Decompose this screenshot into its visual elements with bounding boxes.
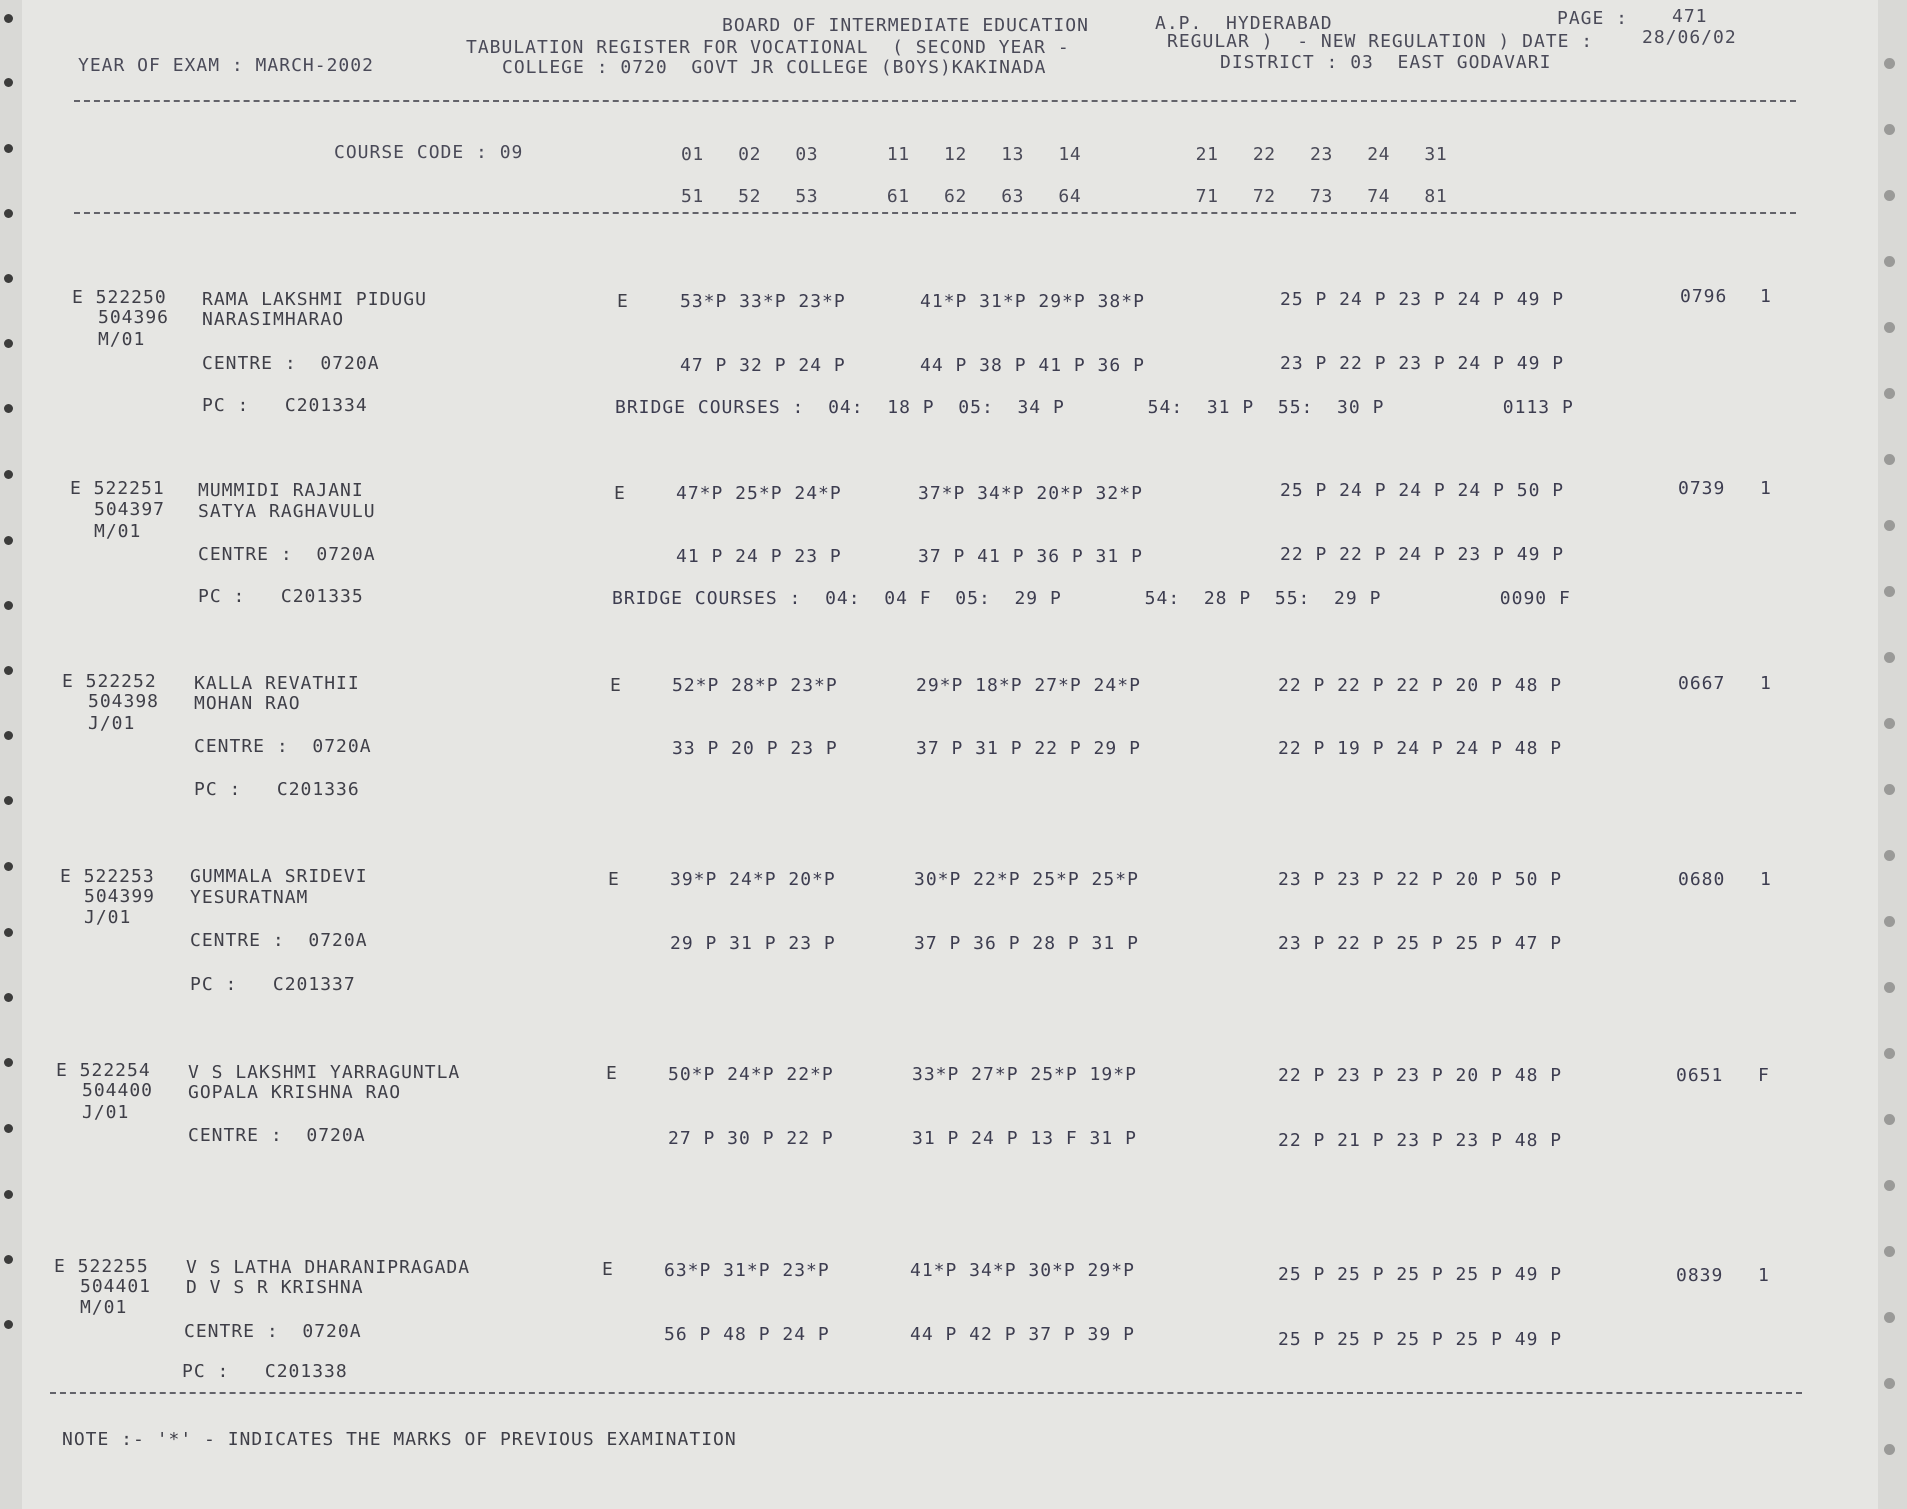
exam-flag: E [602,1259,614,1280]
college-name: COLLEGE : 0720 GOVT JR COLLEGE (BOYS)KAKINADA [502,57,1047,78]
registration-number: 504400 [82,1080,154,1101]
feed-hole [1884,322,1895,333]
result-code: 1 [1760,673,1772,694]
result-code: F [1758,1065,1770,1086]
feed-hole [1884,916,1895,927]
registration-number: 504399 [84,886,156,907]
student-name: KALLA REVATHII [194,673,360,694]
feed-hole [4,601,13,610]
marks-part1-b: 33*P 27*P 25*P 19*P [912,1064,1137,1085]
marks-part1-b: 30*P 22*P 25*P 25*P [914,869,1139,890]
feed-hole [1884,718,1895,729]
marks-part1-b: 41*P 31*P 29*P 38*P [920,291,1145,312]
pc-number: PC : C201337 [190,974,356,995]
marks-part1-b: 37*P 34*P 20*P 32*P [918,483,1143,504]
footnote: NOTE :- '*' - INDICATES THE MARKS OF PREVIOUS EXAMINATION [62,1429,737,1450]
roll-number: E 522253 [60,866,155,887]
feed-hole [4,731,13,740]
register-title: TABULATION REGISTER FOR VOCATIONAL ( SECOND YEAR - [466,37,1070,58]
print-date: 28/06/02 [1642,27,1737,48]
marks-part1-c: 25 P 24 P 24 P 24 P 50 P [1280,480,1565,501]
feed-hole [4,1058,13,1067]
marks-part1-c: 25 P 24 P 23 P 24 P 49 P [1280,289,1565,310]
total-marks: 0667 [1678,673,1726,694]
feed-hole [1884,850,1895,861]
marks-part1-c: 22 P 23 P 23 P 20 P 48 P [1278,1065,1563,1086]
student-name: MUMMIDI RAJANI [198,480,364,501]
result-code: 1 [1760,869,1772,890]
marks-part1-b: 29*P 18*P 27*P 24*P [916,675,1141,696]
feed-hole [1884,454,1895,465]
feed-hole [1884,1180,1895,1191]
student-name: V S LATHA DHARANIPRAGADA [186,1257,471,1278]
pc-number: PC : C201334 [202,395,368,416]
feed-hole [1884,520,1895,531]
footer-divider [50,1392,1802,1394]
marks-part2-a: 29 P 31 P 23 P [670,933,836,954]
feed-hole [1884,982,1895,993]
feed-hole [4,1124,13,1133]
feed-hole [1884,784,1895,795]
group-code: J/01 [88,713,136,734]
total-marks: 0839 [1676,1265,1724,1286]
page-number: 471 [1672,6,1708,27]
centre-code: CENTRE : 0720A [184,1321,362,1342]
marks-part1-a: 52*P 28*P 23*P [672,675,838,696]
registration-number: 504401 [80,1276,152,1297]
course-code: COURSE CODE : 09 [334,142,524,163]
marks-part2-c: 23 P 22 P 25 P 25 P 47 P [1278,933,1563,954]
father-name: D V S R KRISHNA [186,1277,364,1298]
feed-hole [4,274,13,283]
total-marks: 0680 [1678,869,1726,890]
marks-part2-c: 22 P 19 P 24 P 24 P 48 P [1278,738,1563,759]
header-divider [74,100,1796,102]
marks-part2-b: 44 P 42 P 37 P 39 P [910,1324,1135,1345]
feed-hole [4,1190,13,1199]
marks-part2-c: 22 P 21 P 23 P 23 P 48 P [1278,1130,1563,1151]
marks-part1-c: 22 P 22 P 22 P 20 P 48 P [1278,675,1563,696]
marks-part1-a: 39*P 24*P 20*P [670,869,836,890]
regulation-text: REGULAR ) - NEW REGULATION ) DATE : [1167,31,1594,52]
feed-hole [1884,1444,1895,1455]
feed-hole [1884,256,1895,267]
feed-hole [1884,1378,1895,1389]
exam-flag: E [610,675,622,696]
marks-part2-a: 27 P 30 P 22 P [668,1128,834,1149]
registration-number: 504398 [88,691,160,712]
feed-hole [1884,1048,1895,1059]
roll-number: E 522250 [72,287,167,308]
student-name: RAMA LAKSHMI PIDUGU [202,289,427,310]
district-name: DISTRICT : 03 EAST GODAVARI [1220,52,1552,73]
father-name: YESURATNAM [190,887,309,908]
marks-part1-b: 41*P 34*P 30*P 29*P [910,1260,1135,1281]
marks-part2-c: 23 P 22 P 23 P 24 P 49 P [1280,353,1565,374]
centre-code: CENTRE : 0720A [188,1125,366,1146]
pc-number: PC : C201336 [194,779,360,800]
feed-hole [4,1255,13,1264]
feed-hole [4,78,13,87]
marks-part1-c: 23 P 23 P 22 P 20 P 50 P [1278,869,1563,890]
group-code: J/01 [84,907,132,928]
marks-part1-a: 50*P 24*P 22*P [668,1064,834,1085]
father-name: SATYA RAGHAVULU [198,501,376,522]
feed-hole [4,993,13,1002]
total-marks: 0796 [1680,286,1728,307]
bridge-courses: BRIDGE COURSES : 04: 04 F 05: 29 P 54: 28 P 55: 29 P 0090 F [612,588,1571,609]
marks-part2-b: 37 P 36 P 28 P 31 P [914,933,1139,954]
father-name: GOPALA KRISHNA RAO [188,1082,402,1103]
year-of-exam: YEAR OF EXAM : MARCH-2002 [78,55,374,76]
result-code: 1 [1758,1265,1770,1286]
marks-part1-a: 47*P 25*P 24*P [676,483,842,504]
page-label: PAGE : [1557,8,1629,29]
centre-code: CENTRE : 0720A [202,353,380,374]
subject-codes-row1: 01 02 03 11 12 13 14 21 22 23 24 31 [681,144,1448,165]
marks-part2-b: 31 P 24 P 13 F 31 P [912,1128,1137,1149]
roll-number: E 522254 [56,1060,151,1081]
marks-part1-a: 63*P 31*P 23*P [664,1260,830,1281]
feed-hole [1884,124,1895,135]
result-code: 1 [1760,286,1772,307]
column-header-divider [74,212,1796,214]
group-code: M/01 [80,1297,128,1318]
feed-hole [4,470,13,479]
centre-code: CENTRE : 0720A [194,736,372,757]
total-marks: 0651 [1676,1065,1724,1086]
student-name: V S LAKSHMI YARRAGUNTLA [188,1062,461,1083]
feed-hole [1884,190,1895,201]
marks-part2-b: 44 P 38 P 41 P 36 P [920,355,1145,376]
exam-flag: E [606,1063,618,1084]
feed-hole [4,666,13,675]
marks-part2-a: 47 P 32 P 24 P [680,355,846,376]
total-marks: 0739 [1678,478,1726,499]
student-name: GUMMALA SRIDEVI [190,866,368,887]
feed-hole [4,928,13,937]
marks-part2-a: 33 P 20 P 23 P [672,738,838,759]
registration-number: 504396 [98,307,170,328]
feed-hole [4,1320,13,1329]
marks-part1-c: 25 P 25 P 25 P 25 P 49 P [1278,1264,1563,1285]
result-code: 1 [1760,478,1772,499]
marks-part2-c: 22 P 22 P 24 P 23 P 49 P [1280,544,1565,565]
centre-code: CENTRE : 0720A [198,544,376,565]
feed-hole [1884,652,1895,663]
marks-part2-a: 41 P 24 P 23 P [676,546,842,567]
feed-hole [4,14,13,23]
bridge-courses: BRIDGE COURSES : 04: 18 P 05: 34 P 54: 31 P 55: 30 P 0113 P [615,397,1574,418]
registration-number: 504397 [94,499,166,520]
feed-hole [4,536,13,545]
group-code: J/01 [82,1102,130,1123]
pc-number: PC : C201338 [182,1361,348,1382]
roll-number: E 522252 [62,671,157,692]
roll-number: E 522251 [70,478,165,499]
feed-hole [1884,58,1895,69]
father-name: NARASIMHARAO [202,309,345,330]
marks-part2-a: 56 P 48 P 24 P [664,1324,830,1345]
feed-hole [4,339,13,348]
feed-hole [1884,388,1895,399]
exam-flag: E [617,291,629,312]
marks-part2-b: 37 P 31 P 22 P 29 P [916,738,1141,759]
feed-hole [4,144,13,153]
subject-codes-row2: 51 52 53 61 62 63 64 71 72 73 74 81 [681,186,1448,207]
feed-hole [1884,1312,1895,1323]
marks-part2-c: 25 P 25 P 25 P 25 P 49 P [1278,1329,1563,1350]
feed-hole [4,862,13,871]
feed-hole [4,209,13,218]
father-name: MOHAN RAO [194,693,301,714]
exam-flag: E [614,483,626,504]
centre-code: CENTRE : 0720A [190,930,368,951]
pc-number: PC : C201335 [198,586,364,607]
marks-part2-b: 37 P 41 P 36 P 31 P [918,546,1143,567]
tabulation-sheet [22,0,1878,1509]
group-code: M/01 [94,521,142,542]
feed-hole [1884,1114,1895,1125]
group-code: M/01 [98,329,146,350]
feed-hole [4,796,13,805]
feed-hole [4,404,13,413]
board-location: A.P. HYDERABAD [1155,13,1333,34]
exam-flag: E [608,869,620,890]
marks-part1-a: 53*P 33*P 23*P [680,291,846,312]
board-title: BOARD OF INTERMEDIATE EDUCATION [722,15,1089,36]
feed-hole [1884,586,1895,597]
roll-number: E 522255 [54,1256,149,1277]
feed-hole [1884,1246,1895,1257]
